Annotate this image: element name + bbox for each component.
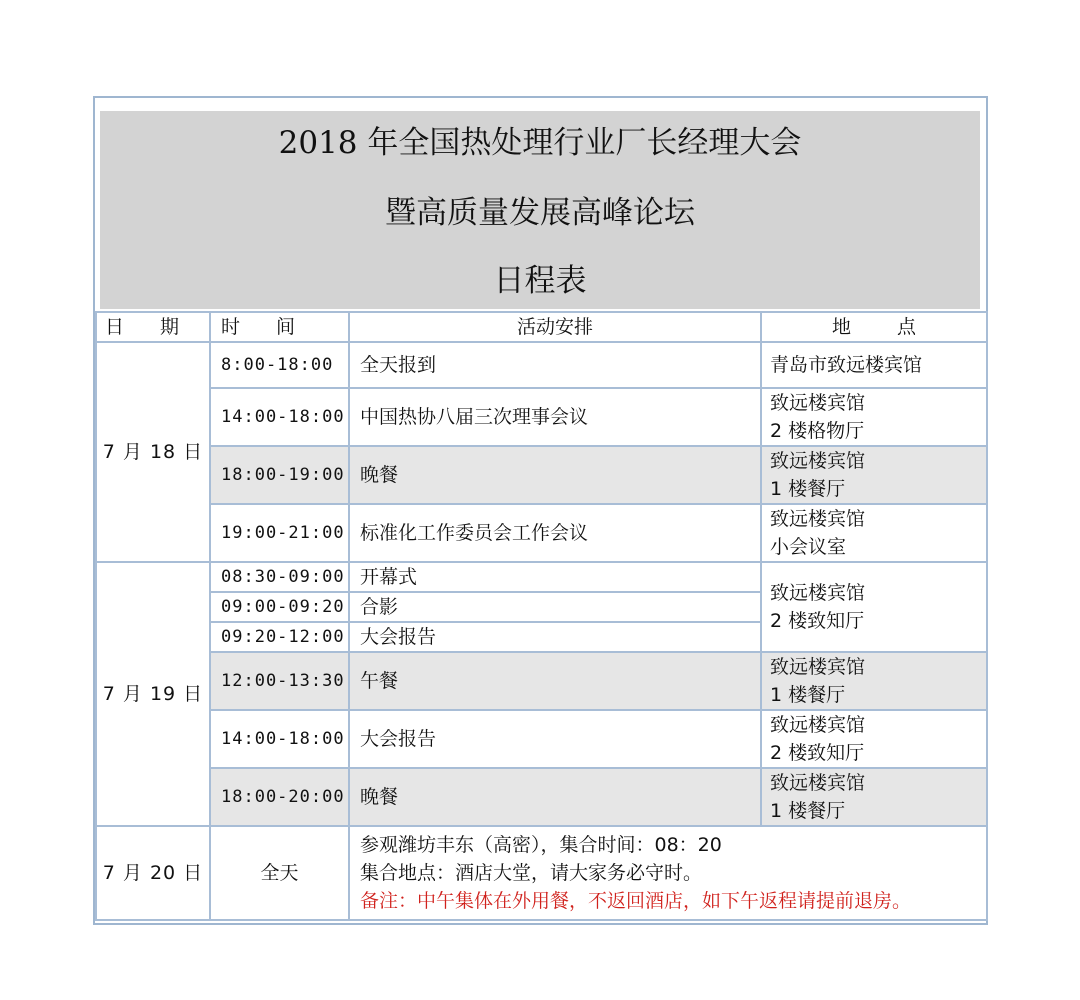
location-line: 致远楼宾馆 [770,450,866,472]
time-cell: 09:00-09:20 [210,592,349,622]
activity-line: 参观潍坊丰东（高密），集合时间：08：20 [360,834,722,856]
location-cell [761,710,987,768]
activity-cell [349,826,987,920]
activity-cell: 全天报到 [349,342,761,388]
header-location: 地 点 [761,312,987,342]
location-line: 1 楼餐厅 [770,478,846,500]
time-cell: 08:30-09:00 [210,562,349,592]
activity-cell: 晚餐 [349,446,761,504]
table-row [96,562,987,592]
location-cell [761,388,987,446]
header-date: 日 期 [96,312,210,342]
location-line: 致远楼宾馆 [770,714,866,736]
time-cell: 18:00-20:00 [210,768,349,826]
table-row [96,504,987,562]
title-line-3: 日程表 [493,263,587,299]
time-cell: 14:00-18:00 [210,388,349,446]
date-cell: 7 月 18 日 [96,342,210,562]
activity-cell: 大会报告 [349,710,761,768]
time-cell: 18:00-19:00 [210,446,349,504]
activity-cell: 晚餐 [349,768,761,826]
table-row [96,342,987,388]
location-line: 2 楼格物厅 [770,420,865,442]
location-line: 致远楼宾馆 [770,508,866,530]
location-line: 2 楼致知厅 [770,610,865,632]
table-row [96,388,987,446]
time-cell: 14:00-18:00 [210,710,349,768]
header-activity: 活动安排 [349,312,761,342]
location-cell [761,504,987,562]
schedule-table [95,311,988,921]
location-line: 1 楼餐厅 [770,684,846,706]
activity-cell: 合影 [349,592,761,622]
time-cell: 12:00-13:30 [210,652,349,710]
date-cell: 7 月 19 日 [96,562,210,826]
location-cell [761,562,987,652]
table-row [96,652,987,710]
location-line: 1 楼餐厅 [770,800,846,822]
activity-cell: 午餐 [349,652,761,710]
table-row [96,826,987,920]
time-cell: 09:20-12:00 [210,622,349,652]
time-cell: 全天 [210,826,349,920]
table-row [96,768,987,826]
location-line: 致远楼宾馆 [770,656,866,678]
note-line: 备注：中午集体在外用餐，不返回酒店，如下午返程请提前退房。 [360,890,912,912]
activity-cell: 开幕式 [349,562,761,592]
location-line: 小会议室 [770,536,847,558]
header-row [96,312,987,342]
header-time: 时 间 [210,312,349,342]
activity-cell: 大会报告 [349,622,761,652]
location-cell [761,446,987,504]
activity-cell: 中国热协八届三次理事会议 [349,388,761,446]
date-cell: 7 月 20 日 [96,826,210,920]
activity-cell: 标准化工作委员会工作会议 [349,504,761,562]
title-block [100,111,980,309]
activity-line: 集合地点：酒店大堂，请大家务必守时。 [360,862,703,884]
location-line: 致远楼宾馆 [770,772,866,794]
location-line: 致远楼宾馆 [770,582,866,604]
location-line: 致远楼宾馆 [770,392,866,414]
time-cell: 19:00-21:00 [210,504,349,562]
location-cell [761,652,987,710]
location-line: 2 楼致知厅 [770,742,865,764]
location-cell: 青岛市致远楼宾馆 [761,342,987,388]
location-cell [761,768,987,826]
title-line-2: 暨高质量发展高峰论坛 [385,195,695,231]
title-line-1: 2018 年全国热处理行业厂长经理大会 [278,125,802,161]
table-row [96,710,987,768]
table-row [96,446,987,504]
time-cell: 8:00-18:00 [210,342,349,388]
